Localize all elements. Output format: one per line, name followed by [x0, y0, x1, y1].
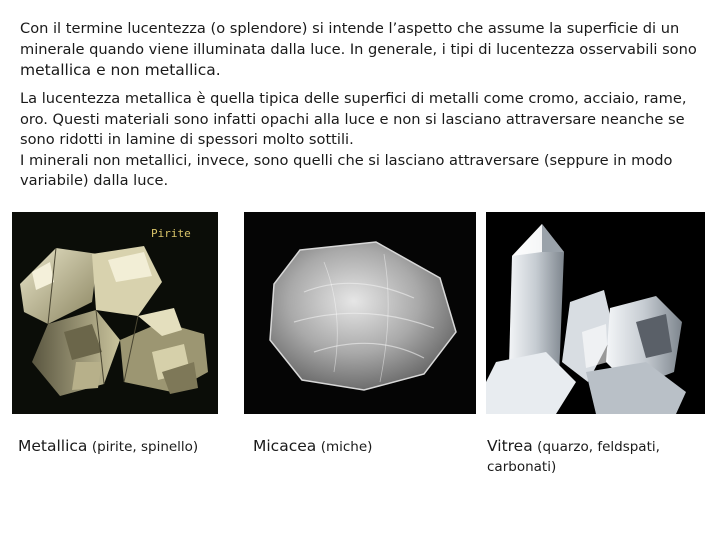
pyrite-crystal-illustration: [12, 212, 218, 414]
caption-vitrea-title: Vitrea: [487, 437, 533, 455]
quartz-photo: [486, 212, 705, 414]
quartz-crystal-illustration: [486, 212, 705, 414]
pirite-label: Pirite: [151, 227, 191, 240]
caption-metallica-title: Metallica: [18, 437, 88, 455]
caption-micacea: [253, 436, 473, 457]
caption-vitrea: [487, 436, 707, 477]
mica-photo: [244, 212, 476, 414]
caption-micacea-examples: (miche): [320, 439, 373, 455]
body-paragraph: [20, 89, 710, 192]
nonmetallic-description: I minerali non metallici, invece, sono quelli che si lasciano attraversare (seppure in modo variabile) dalla luce.: [20, 151, 673, 189]
caption-metallica: [18, 436, 243, 457]
mica-sheet-illustration: [244, 212, 476, 414]
intro-paragraph: [20, 18, 710, 81]
caption-micacea-title: Micacea: [253, 437, 317, 455]
intro-text: Con il termine lucentezza (o splendore) si intende l’aspetto che assume la superficie di un minerale quando viene illuminata dalla luce. In generale, i tipi di lucentezza osservabili sono: [20, 20, 697, 58]
intro-emphasis: metallica e non metallica.: [20, 61, 221, 79]
metallic-description: La lucentezza metallica è quella tipica delle superfici di metalli come cromo, acciaio, rame, oro. Questi materiali sono infatti opachi alla luce e non si lasciano attraversare neanche se sono ridotti in lamine di spessori molto sottili.: [20, 90, 687, 148]
caption-metallica-examples: (pirite, spinello): [91, 439, 199, 455]
pyrite-photo: [12, 212, 218, 414]
caption-vitrea-examples: (quarzo, feldspati, carbonati): [487, 439, 660, 475]
